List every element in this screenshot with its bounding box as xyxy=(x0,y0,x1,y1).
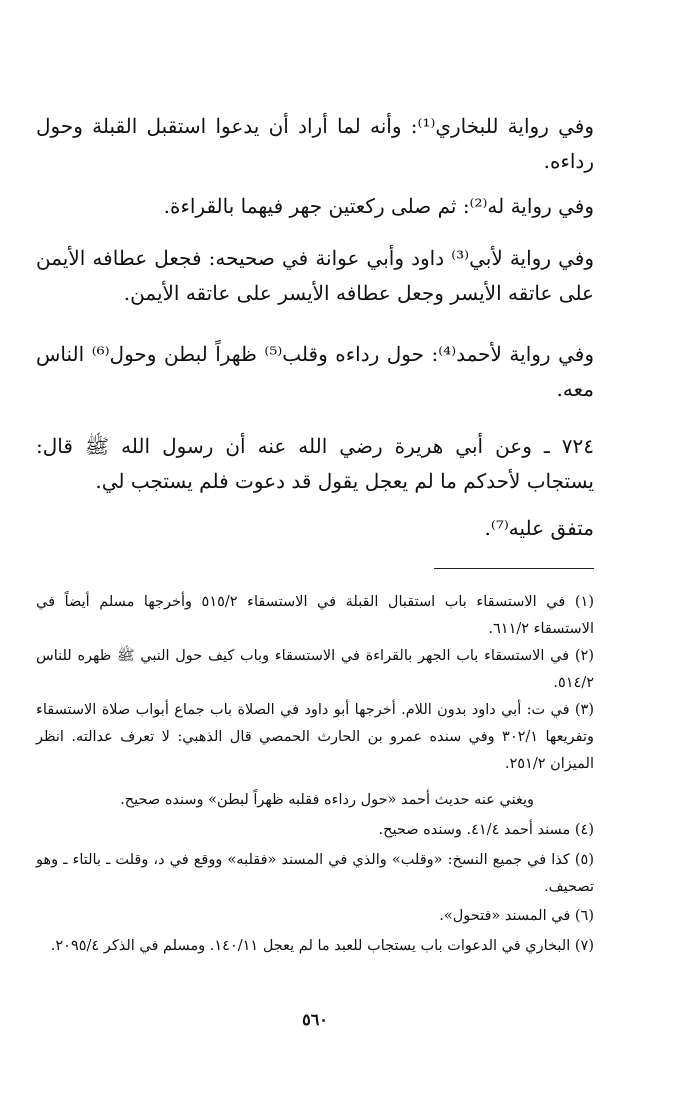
footnote-7: (٧) البخاري في الدعوات باب يستجاب للعبد ما لم يعجل ١٤٠/١١. ومسلم في الذكر ٢٠٩٥/٤. xyxy=(50,938,594,954)
footnote-5: (٥) كذا في جميع النسخ: «وقلب» والذي في المسند «فقلبه» ووقع في د، وقلت ـ بالتاء ـ وهو تصحيف. xyxy=(36,852,594,895)
book-page xyxy=(36,0,594,1099)
footnote-divider xyxy=(434,568,594,569)
paragraph-abu-dawud-narration: وفي رواية لأبي⁽³⁾ داود وأبي عوانة في صحيحه: فجعل عطافه الأيمن على عاتقه الأيسر وجعل عطافه الأيسر على عاتقه الأيمن. xyxy=(36,246,594,305)
paragraph-ahmad-narration: وفي رواية لأحمد⁽⁴⁾: حول رداءه وقلب⁽⁵⁾ ظهراً لبطن وحول⁽⁶⁾ الناس معه. xyxy=(36,342,594,401)
page-number: ٥٦٠ xyxy=(302,1010,328,1029)
footnote-1: (١) في الاستسقاء باب استقبال القبلة في الاستسقاء ٥١٥/٢ وأخرجها مسلم أيضاً في الاستسقاء ٦١١/٢. xyxy=(36,594,594,637)
paragraph-muttafaq-alayh: متفق عليه⁽⁷⁾. xyxy=(484,516,594,540)
paragraph-second-narration: وفي رواية له⁽²⁾: ثم صلى ركعتين جهر فيهما بالقراءة. xyxy=(163,194,594,218)
footnote-4: (٤) مسند أحمد ٤١/٤. وسنده صحيح. xyxy=(378,822,594,838)
footnote-3-continuation: ويغني عنه حديث أحمد «حول رداءه فقلبه ظهراً لبطن» وسنده صحيح. xyxy=(120,792,534,808)
paragraph-hadith-724: ٧٢٤ ـ وعن أبي هريرة رضي الله عنه أن رسول الله ﷺ قال: يستجاب لأحدكم ما لم يعجل يقول قد دعوت فلم يستجب لي. xyxy=(36,434,594,493)
footnote-2: (٢) في الاستسقاء باب الجهر بالقراءة في الاستسقاء وباب كيف حول النبي ﷺ ظهره للناس ٥١٤/٢. xyxy=(36,648,594,691)
paragraph-bukhari-narration: وفي رواية للبخاري⁽¹⁾: وأنه لما أراد أن يدعوا استقبل القبلة وحول رداءه. xyxy=(36,114,594,173)
footnote-3: (٣) في ت: أبي داود بدون اللام. أخرجها أبو داود في الصلاة باب جماع أبواب صلاة الاستسقاء وتفريعها ٣٠٢/١ وفي سنده عمرو بن الحارث الحمصي قال الذهبي: لا تعرف عدالته. انظر الميزان ٢٥١/٢. xyxy=(36,702,594,772)
footnote-6: (٦) في المسند «فتحول». xyxy=(439,908,594,924)
